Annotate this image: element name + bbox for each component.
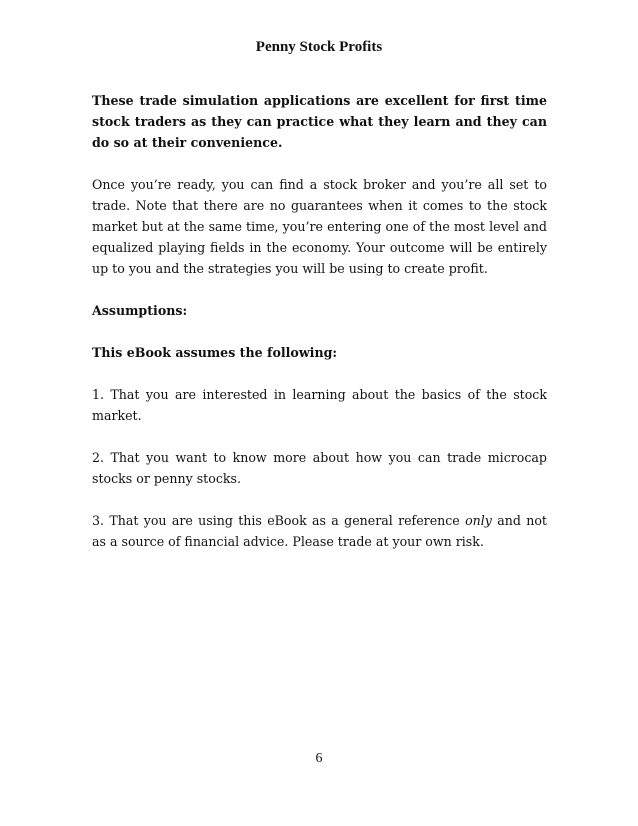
intro-paragraph: These trade simulation applications are excellent for first time stock traders as they can practice what they learn and they can do so at their convenience. (92, 93, 547, 150)
page-content (92, 90, 547, 573)
assumes-heading: This eBook assumes the following: (92, 345, 338, 360)
assumption-item-1: 1. That you are interested in learning about the basics of the stock market. (92, 387, 547, 423)
assumption-item-2: 2. That you want to know more about how you can trade microcap stocks or penny stocks. (92, 450, 547, 486)
assumption-item-3-text-before: 3. That you are using this eBook as a general reference (92, 513, 466, 528)
page-number: 6 (315, 751, 323, 766)
ready-paragraph: Once you’re ready, you can find a stock broker and you’re all set to trade. Note that there are no guarantees when it comes to the stock market but at the same time, you’re entering one of the most level and equalized playing fields in the economy. Your outcome will be entirely up to you and the strategies you will be using to create profit. (92, 177, 547, 276)
running-header: Penny Stock Profits (255, 39, 383, 55)
assumption-item-3 (92, 510, 547, 552)
assumption-item-3-emphasis: only (465, 513, 492, 528)
assumptions-heading: Assumptions: (92, 303, 188, 318)
assumption-item-3-text-after: and not as a source of financial advice. Please trade at your own risk. (92, 513, 547, 549)
